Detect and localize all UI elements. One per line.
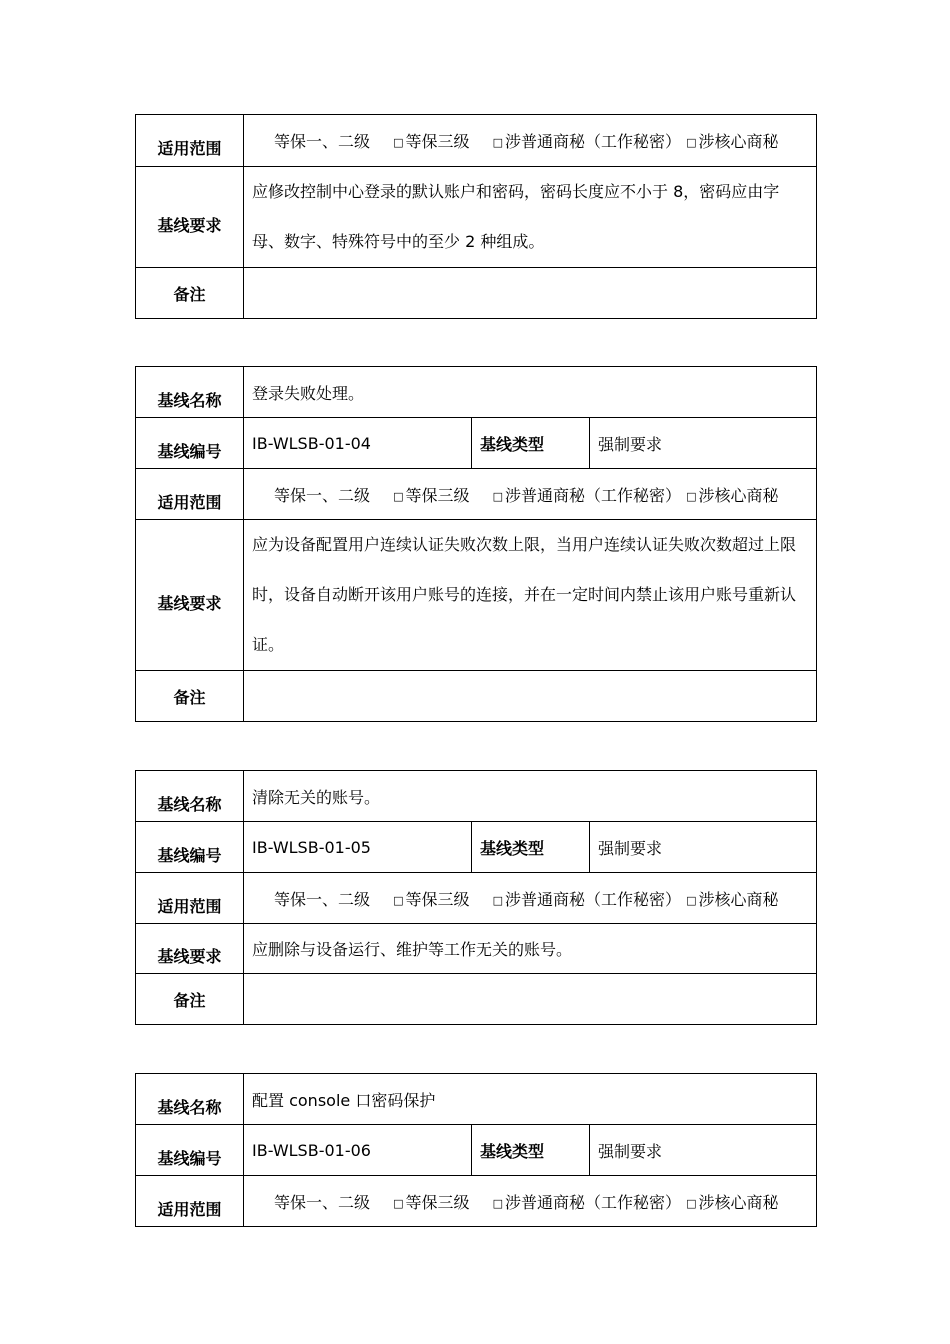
scope-options bbox=[244, 469, 817, 520]
checkbox-icon[interactable]: □ bbox=[393, 136, 404, 149]
scope-option: 涉核心商秘 bbox=[698, 1192, 779, 1212]
name-label: 基线名称 bbox=[136, 1074, 244, 1125]
requirement-text: 应为设备配置用户连续认证失败次数上限，当用户连续认证失败次数超过上限时，设备自动断开该用户账号的连接，并在一定时间内禁止该用户账号重新认证。 bbox=[244, 520, 817, 671]
scope-label: 适用范围 bbox=[136, 1176, 244, 1227]
scope-option: 等保三级 bbox=[405, 485, 470, 505]
scope-option: 涉核心商秘 bbox=[698, 132, 779, 151]
scope-option: 等保三级 bbox=[405, 132, 470, 151]
remark-label: 备注 bbox=[136, 268, 244, 319]
checkbox-icon[interactable]: □ bbox=[393, 489, 404, 503]
scope-label: 适用范围 bbox=[136, 873, 244, 924]
baseline-table-2 bbox=[135, 366, 817, 722]
scope-option: 涉普通商秘（工作秘密） bbox=[505, 1192, 682, 1212]
remark-value bbox=[244, 974, 817, 1025]
baseline-type: 强制要求 bbox=[590, 822, 817, 873]
baseline-table-3 bbox=[135, 770, 817, 1025]
scope-options bbox=[244, 873, 817, 924]
scope-option: 等保三级 bbox=[405, 1192, 470, 1212]
id-label: 基线编号 bbox=[136, 822, 244, 873]
scope-option: 等保一、二级 bbox=[274, 1192, 371, 1212]
baseline-type: 强制要求 bbox=[590, 1125, 817, 1176]
requirement-label: 基线要求 bbox=[136, 167, 244, 268]
checkbox-icon[interactable]: □ bbox=[492, 136, 504, 149]
baseline-name: 登录失败处理。 bbox=[244, 367, 817, 418]
checkbox-icon[interactable]: □ bbox=[686, 1196, 697, 1210]
requirement-label: 基线要求 bbox=[136, 520, 244, 671]
type-label: 基线类型 bbox=[472, 822, 590, 873]
checkbox-icon[interactable]: □ bbox=[393, 1196, 404, 1210]
requirement-label: 基线要求 bbox=[136, 924, 244, 974]
scope-option: 涉普通商秘（工作秘密） bbox=[505, 132, 682, 151]
baseline-table-1 bbox=[135, 114, 817, 319]
checkbox-icon[interactable]: □ bbox=[686, 136, 697, 149]
scope-option: 涉核心商秘 bbox=[698, 485, 779, 505]
id-label: 基线编号 bbox=[136, 1125, 244, 1176]
checkbox-icon[interactable]: □ bbox=[492, 1196, 504, 1210]
name-label: 基线名称 bbox=[136, 367, 244, 418]
baseline-id: IB-WLSB-01-06 bbox=[244, 1125, 472, 1176]
baseline-table-4 bbox=[135, 1073, 817, 1227]
scope-option: 涉普通商秘（工作秘密） bbox=[505, 889, 682, 909]
type-label: 基线类型 bbox=[472, 418, 590, 469]
id-label: 基线编号 bbox=[136, 418, 244, 469]
requirement-text: 应删除与设备运行、维护等工作无关的账号。 bbox=[244, 924, 817, 974]
baseline-id: IB-WLSB-01-05 bbox=[244, 822, 472, 873]
remark-label: 备注 bbox=[136, 974, 244, 1025]
scope-label: 适用范围 bbox=[136, 469, 244, 520]
scope-option: 等保一、二级 bbox=[274, 485, 371, 505]
type-label: 基线类型 bbox=[472, 1125, 590, 1176]
scope-option: 等保一、二级 bbox=[274, 132, 371, 151]
requirement-text: 应修改控制中心登录的默认账户和密码，密码长度应不小于 8，密码应由字母、数字、特殊符号中的至少 2 种组成。 bbox=[244, 167, 817, 268]
baseline-id: IB-WLSB-01-04 bbox=[244, 418, 472, 469]
scope-option: 等保三级 bbox=[405, 889, 470, 909]
checkbox-icon[interactable]: □ bbox=[686, 489, 697, 503]
scope-label: 适用范围 bbox=[136, 115, 244, 167]
remark-value bbox=[244, 268, 817, 319]
checkbox-icon[interactable]: □ bbox=[492, 893, 504, 907]
scope-option: 涉核心商秘 bbox=[698, 889, 779, 909]
remark-label: 备注 bbox=[136, 671, 244, 722]
scope-option: 涉普通商秘（工作秘密） bbox=[505, 485, 682, 505]
baseline-name: 清除无关的账号。 bbox=[244, 771, 817, 822]
scope-options bbox=[244, 115, 817, 167]
scope-option: 等保一、二级 bbox=[274, 889, 371, 909]
checkbox-icon[interactable]: □ bbox=[492, 489, 504, 503]
baseline-name: 配置 console 口密码保护 bbox=[244, 1074, 817, 1125]
checkbox-icon[interactable]: □ bbox=[393, 893, 404, 907]
checkbox-icon[interactable]: □ bbox=[686, 893, 697, 907]
baseline-type: 强制要求 bbox=[590, 418, 817, 469]
name-label: 基线名称 bbox=[136, 771, 244, 822]
scope-options bbox=[244, 1176, 817, 1227]
remark-value bbox=[244, 671, 817, 722]
